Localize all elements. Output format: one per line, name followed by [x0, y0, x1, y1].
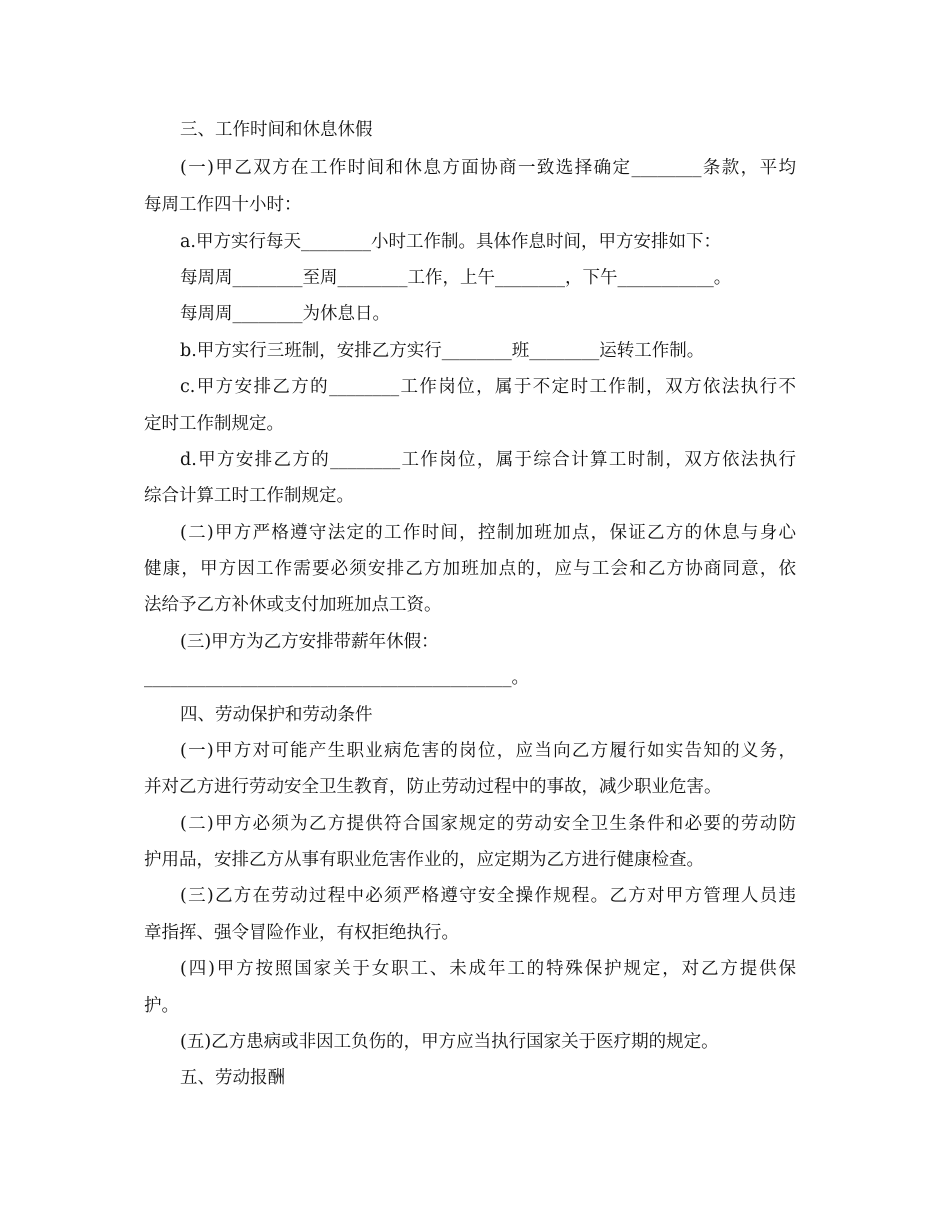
paragraph-line: c.甲方安排乙方的________工作岗位，属于不定时工作制，双方依法执行不	[180, 377, 796, 397]
paragraph-line: 每周周________为休息日。	[180, 304, 390, 324]
paragraph-line: (二)甲方严格遵守法定的工作时间，控制加班加点，保证乙方的休息与身心	[180, 523, 796, 543]
paragraph-line: (三)甲方为乙方安排带薪年休假：	[180, 632, 439, 652]
paragraph-line: (四)甲方按照国家关于女职工、未成年工的特殊保护规定，对乙方提供保	[180, 959, 796, 979]
paragraph-line: (一)甲方对可能产生职业病危害的岗位，应当向乙方履行如实告知的义务，	[180, 741, 796, 761]
section-heading-labor-protection: 四、劳动保护和劳动条件	[180, 705, 373, 725]
paragraph-line: 每周工作四十小时：	[144, 195, 302, 215]
paragraph-line: (三)乙方在劳动过程中必须严格遵守安全操作规程。乙方对甲方管理人员违	[180, 886, 796, 906]
paragraph-line: (五)乙方患病或非因工负伤的，甲方应当执行国家关于医疗期的规定。	[180, 1032, 719, 1052]
paragraph-line: 章指挥、强令冒险作业，有权拒绝执行。	[144, 923, 459, 943]
paragraph-line: 护用品，安排乙方从事有职业危害作业的，应定期为乙方进行健康检查。	[144, 850, 704, 870]
paragraph-line: (一)甲乙双方在工作时间和休息方面协商一致选择确定________条款，平均	[180, 158, 796, 178]
paragraph-line: 法给予乙方补休或支付加班加点工资。	[144, 595, 442, 615]
paragraph-line: d.甲方安排乙方的________工作岗位，属于综合计算工时制，双方依法执行	[180, 450, 796, 470]
paragraph-line: 并对乙方进行劳动安全卫生教育，防止劳动过程中的事故，减少职业危害。	[144, 777, 722, 797]
paragraph-line: (二)甲方必须为乙方提供符合国家规定的劳动安全卫生条件和必要的劳动防	[180, 814, 796, 834]
paragraph-line: 护。	[144, 996, 179, 1016]
paragraph-line: 综合计算工时工作制规定。	[144, 486, 354, 506]
section-heading-work-hours: 三、工作时间和休息休假	[180, 120, 373, 140]
paragraph-line: 每周周________至周________工作，上午________，下午___________。	[180, 268, 732, 288]
paragraph-line: b.甲方实行三班制，安排乙方实行________班________运转工作制。	[180, 341, 705, 361]
section-heading-remuneration: 五、劳动报酬	[180, 1068, 285, 1088]
blank-fill-line: __________________________________________。	[144, 668, 529, 688]
paragraph-line: 定时工作制规定。	[144, 414, 284, 434]
paragraph-line: a.甲方实行每天________小时工作制。具体作息时间，甲方安排如下：	[180, 232, 721, 252]
paragraph-line: 健康，甲方因工作需要必须安排乙方加班加点的，应与工会和乙方协商同意，依	[144, 559, 796, 579]
